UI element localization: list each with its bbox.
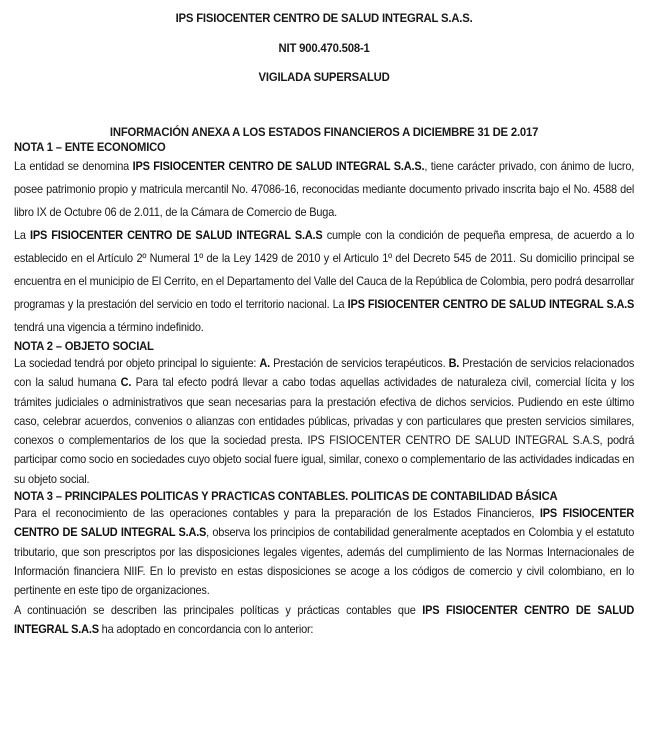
nota-1-heading: NOTA 1 – ENTE ECONOMICO (14, 140, 166, 154)
nota-1-paragraph-2: La IPS FISIOCENTER CENTRO DE SALUD INTEGRAL S.A.S cumple con la condición de pequeña empresa, de acuerdo a lo establecido en el Artículo 2º Numeral 1º de la Ley 1429 de 2010 y el Articulo 1º del Decreto 545 de 2011. Su domicilio principal se encuentra en el municipio de El Cerrito, en el Departamento del Valle del Cauca de la República de Colombia, pero podrá desarrollar programas y la prestación del servicio en todo el territorio nacional. La IPS FISIOCENTER CENTRO DE SALUD INTEGRAL S.A.S tendrá una vigencia a término indefinido. (14, 228, 635, 334)
nota-1-paragraph-1: La entidad se denomina IPS FISIOCENTER CENTRO DE SALUD INTEGRAL S.A.S., tiene carácter privado, con ánimo de lucro, posee patrimonio propio y matricula mercantil No. 47086-16, reconocidas mediante documento privado inscrita bajo el No. 4588 del libro IX de Octubre 06 de 2.011, de la Cámara de Comercio de Buga. (14, 159, 635, 219)
supervision-label: VIGILADA SUPERSALUD (258, 70, 390, 84)
nota-2-paragraph-1: La sociedad tendrá por objeto principal lo siguiente: A. Prestación de servicios terapéuticos. B. Prestación de servicios relacionados con la salud humana C. Para tal efecto podrá llevar a cabo todas aquellas actividades de naturaleza civil, comercial lícita y los trámites judiciales o administrativos que sean necesarias para la prestación efectiva de dichos servicios. Pudiendo en este último caso, celebrar acuerdos, convenios o alianzas con entidades públicas, privadas y con particulares que presten servicios similares, conexos o complementarios de los que la sociedad presta. IPS FISIOCENTER CENTRO DE SALUD INTEGRAL S.A.S, podrá participar como socio en sociedades cuyo objeto social fuere igual, similar, conexo o complementario de las actividades indicadas en su objeto social. (14, 356, 635, 486)
company-nit: NIT 900.470.508-1 (278, 41, 370, 55)
nota-3-heading: NOTA 3 – PRINCIPALES POLITICAS Y PRACTICAS CONTABLES. POLITICAS DE CONTABILIDAD BÁSICA (14, 489, 558, 504)
document-title: INFORMACIÓN ANEXA A LOS ESTADOS FINANCIEROS A DICIEMBRE 31 DE 2.017 (109, 125, 539, 139)
nota-3-paragraph-2: A continuación se describen las principales políticas y prácticas contables que IPS FISIOCENTER CENTRO DE SALUD INTEGRAL S.A.S ha adoptado en concordancia con lo anterior: (14, 602, 635, 636)
document-content (14, 11, 634, 639)
nota-3-paragraph-1: Para el reconocimiento de las operaciones contables y para la preparación de los Estados Financieros, IPS FISIOCENTER CENTRO DE SALUD INTEGRAL S.A.S, observa los principios de contabilidad generalmente aceptados en Colombia y el estatuto tributario, que son prescriptos por las disposiciones legales vigentes, además del cumplimiento de las Normas Internacionales de Información financiera NIIF. En lo previsto en estas disposiciones se acoge a los códigos de comercio y civil colombiano, en lo pertinente en este tipo de organizaciones. (14, 506, 635, 598)
nota-2-heading: NOTA 2 – OBJETO SOCIAL (14, 339, 154, 353)
company-name: IPS FISIOCENTER CENTRO DE SALUD INTEGRAL S.A.S. (175, 11, 473, 25)
